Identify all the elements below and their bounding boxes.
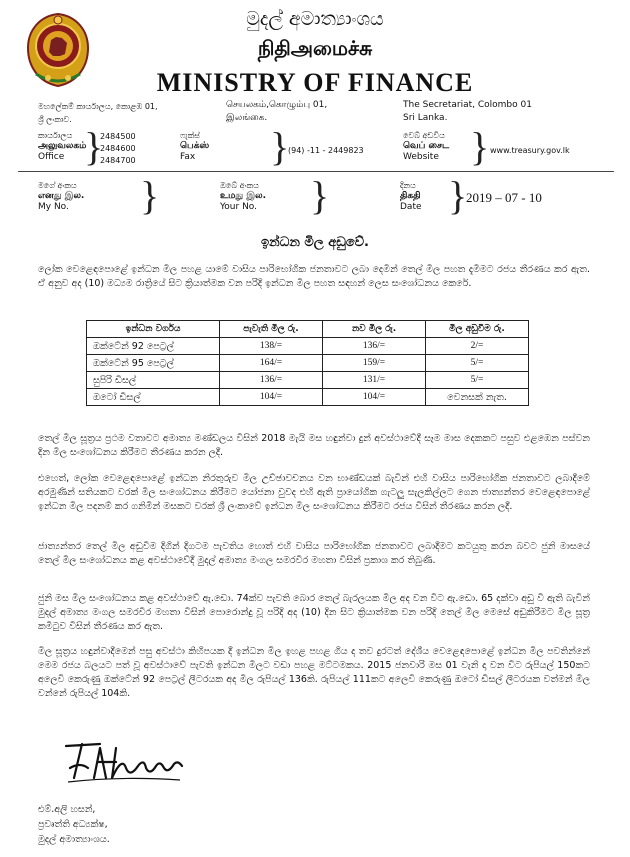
table-row: [87, 372, 529, 389]
table-header: නව මිල රු.: [323, 321, 426, 338]
body-paragraph-3: ජාත්‍යන්තර තෙල් මිල අඩුවීම දිගින් දිගටම පැවතිය හොත් එහි වාසිය පාරිභෝගික ජනතාවට ලබාදීමට කටයුතු කරන බවට ජුනි මාසයේ තෙල් මිල සංශෝධනය කළ අවස්ථාවේදී මුදල් අමාත්‍ය මංගල සමරවීර මහතා විසින් ප්‍රකාශ කර තිබුණි.: [38, 541, 590, 566]
fax-label-si: ෆැක්ස්: [180, 131, 200, 140]
office-label-ta: அலுவலகம்: [38, 141, 87, 151]
my-no-en: My No.: [38, 202, 69, 212]
table-header: ඉන්ධන වර්ගය: [87, 321, 220, 338]
my-no-brace: }: [140, 173, 160, 218]
my-no-si: මගේ අංකය: [38, 181, 77, 190]
signoff-block: [38, 802, 110, 847]
date-en: Date: [400, 202, 422, 212]
ministry-title-tamil: நிதிஅமைச்சு: [257, 36, 373, 60]
new-price-cell: 136/=: [323, 338, 426, 355]
fax-label-en: Fax: [180, 152, 196, 162]
fuel-price-table: [86, 320, 529, 406]
signature: [60, 738, 190, 786]
website-brace: }: [470, 124, 490, 169]
old-price-cell: 136/=: [220, 372, 323, 389]
old-price-cell: 164/=: [220, 355, 323, 372]
ministry-title-sinhala: මුදල් අමාත්‍යාංශය: [246, 8, 384, 30]
your-no-en: Your No.: [220, 202, 258, 212]
new-price-cell: 131/=: [323, 372, 426, 389]
fax-label: [180, 130, 209, 163]
old-price-cell: 138/=: [220, 338, 323, 355]
address-en-line1: The Secretariat, Colombo 01: [403, 100, 532, 110]
address-en-line2: Sri Lanka.: [403, 113, 448, 123]
signatory-name: එම්.අලි හසන්,: [38, 804, 96, 815]
website-url: www.treasury.gov.lk: [490, 146, 570, 155]
address-si-line1: මහලේකම් කාර්යාලය, කොළඹ 01,: [38, 102, 158, 111]
fax-brace: }: [270, 124, 290, 169]
office-phones: [100, 132, 136, 166]
reduction-cell: 5/=: [426, 372, 529, 389]
reduction-cell: 2/=: [426, 338, 529, 355]
fuel-type-cell: ඔටෝ ඩීසල්: [87, 389, 220, 406]
old-price-cell: 104/=: [220, 389, 323, 406]
my-no-ta: எனது இல.: [38, 191, 85, 201]
body-paragraph-2: එහෙත්, ලෝක වෙළෙඳපොළේ ඉන්ධන නිරතුරුව මිල උච්ඡාවචනය වන භාණ්ඩයක් බැවින් එහි වාසිය පාරිභෝගික ජනතාවට ලබාදීමේ අරමුණින් සතියකට වරක් මිල සංශෝධනය කිරීමට යෝජනා වුවද එහි ඇති ප්‍රායෝගික ගැටලු සැලකිල්ලට ගෙන ජාත්‍යන්තර වෙළෙඳපොළේ ඉන්ධන මිල පදනම් කර ගනිමින් මසකට වරක් ශ්‍රී ලංකාවේ ඉන්ධන මිල සංශෝධනය කිරීමට රජය විසින් තීරණය කරන ලදී.: [38, 473, 590, 512]
table-row: [87, 389, 529, 406]
reduction-cell: වෙනසක් නැත.: [426, 389, 529, 406]
signatory-title: ප්‍රවෘත්ති අධ්‍යක්ෂ,: [38, 819, 108, 830]
date-brace: }: [448, 173, 468, 218]
fuel-type-cell: ඔක්ටේන් 92 පෙට්‍රල්: [87, 338, 220, 355]
fuel-type-cell: සුපිරි ඩීසල්: [87, 372, 220, 389]
fax-label-ta: பெக்ஸ்: [180, 141, 210, 151]
office-label: [38, 130, 86, 163]
website-label-ta: வெப் சைட: [403, 141, 450, 151]
date-ta: திகதி: [400, 191, 421, 201]
website-label-si: වෙබ් අඩවිය: [403, 131, 445, 140]
fax-number: (94) -11 - 2449823: [288, 146, 364, 155]
address-english: [403, 100, 532, 124]
address-ta-line2: இலங்கை.: [226, 113, 268, 123]
office-brace: }: [84, 124, 104, 169]
date-value: 2019 – 07 - 10: [466, 190, 542, 205]
your-no-si: ඔබේ අංකය: [220, 181, 259, 190]
table-header: පැවැති මිල රු.: [220, 321, 323, 338]
phone-3: 2484700: [100, 156, 136, 165]
body-paragraph-5: මිල සූත්‍රය හඳුන්වාදීමෙන් පසු අවස්ථා කිහිපයක දී ඉන්ධන මිල ඉහළ පහළ ගිය ද තව දුරටත් දේශීය වෙළෙඳපොළේ ඉන්ධන මිල පවතින්නේ මෙම රජය බලයට පත් වූ අවස්ථාවේ පැවති ඉන්ධන මිලට වඩා පහළ මට්ටමකය. 2015 ජනවාරි මස 01 වැනි දා වන විට රුපියල් 150කට අලෙවි කෙරුණු ඔක්ටේන් 92 පෙට්‍රල් ලීටරයක අද මිල රුපියල් 136කි. රුපියල් 111කට අලෙවි කෙරුණු ඔටෝ ඩීසල් ලීටරයක වත්මන් මිල වන්නේ රුපියල් 104කි.: [38, 646, 590, 699]
date-si: දිනය: [400, 181, 416, 190]
your-no-brace: }: [310, 173, 330, 218]
intro-paragraph: ලෝක වෙළෙඳපොළේ ඉන්ධන මිල පහළ යාමේ වාසිය පාරිභෝගික ජනතාවට ලබා දෙමින් තෙල් මිල පහත දැමීමට රජය තීරණය කර ඇත. ඒ අනුව අද (10) මධ්‍යම රාත්‍රියේ සිට ක්‍රියාත්මක වන පරිදි ඉන්ධන මිල පහත සඳහන් ලෙස සංශෝධනය කෙරේ.: [38, 264, 590, 289]
signatory-org: මුදල් අමාත්‍යාංශය.: [38, 834, 110, 845]
address-sinhala: [38, 102, 158, 125]
website-label: [403, 130, 449, 163]
header-divider: [18, 171, 614, 172]
new-price-cell: 159/=: [323, 355, 426, 372]
address-tamil: [226, 100, 327, 124]
table-row: [87, 338, 529, 355]
body-paragraph-1: තෙල් මිල සූත්‍රය ප්‍රථම වතාවට අමාත්‍ය මණ්ඩලය විසින් 2018 මැයි මස හඳුන්වා දුන් අවස්ථාවේදී සෑම මාස දෙකකට පසුව එළඹෙන පස්වන දින මිල සංශෝධනය කිරීමට තීරණය කරන ලදී.: [38, 433, 590, 458]
phone-2: 2484600: [100, 144, 136, 153]
your-no-label: [220, 180, 266, 213]
table-row: [87, 355, 529, 372]
office-label-en: Office: [38, 152, 65, 162]
document-heading: ඉන්ධන මිල අඩුවේ.: [261, 235, 369, 250]
website-label-en: Website: [403, 152, 439, 162]
my-no-label: [38, 180, 84, 213]
new-price-cell: 104/=: [323, 389, 426, 406]
table-header: මිල අඩුවීම රු.: [426, 321, 529, 338]
body-paragraph-4: ජුනි මස මිල සංශෝධනය කළ අවස්ථාවේ ඇ.ඩො. 74ක්ව පැවති බොර තෙල් බැරලයක මිල අද වන විට ඇ.ඩො. 65 දක්වා අඩු වී ඇති බැවින් මුදල් අමාත්‍ය මංගල සමරවීර මහතා විසින් පොරොන්දු වූ පරිදි අද (10) දින සිට ක්‍රියාත්මක වන පරිදි තෙල් මිල මෙසේ අඩුකිරීමට මිල සූත්‍ර කමිටුව විසින් තීරණය කර ඇත.: [38, 593, 590, 632]
phone-1: 2484500: [100, 132, 136, 141]
fuel-type-cell: ඔක්ටේන් 95 පෙට්‍රල්: [87, 355, 220, 372]
your-no-ta: உமது இல.: [220, 191, 266, 201]
ministry-title-english: MINISTRY OF FINANCE: [156, 68, 474, 97]
address-si-line2: ශ්‍රී ලංකාව.: [38, 115, 72, 124]
reduction-cell: 5/=: [426, 355, 529, 372]
office-label-si: කාර්යාලය: [38, 131, 73, 140]
address-ta-line1: செயலகம்,கொழும்பு 01,: [226, 100, 328, 110]
date-label: [400, 180, 422, 213]
table-header-row: [87, 321, 529, 338]
